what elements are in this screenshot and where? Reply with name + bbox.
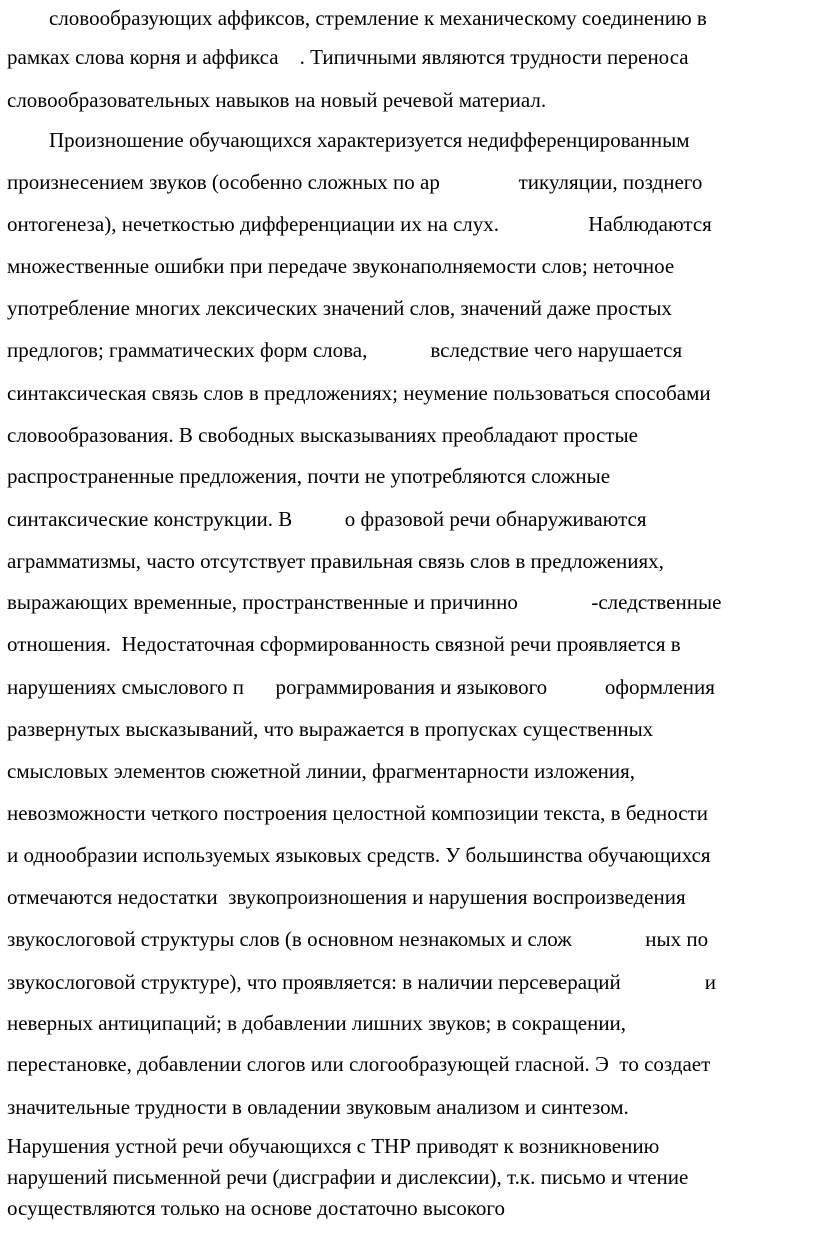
text-line: предлогов; грамматических форм слова, вследствие чего нарушается xyxy=(7,338,683,362)
text-line: нарушениях смыслового п рограммирования и языкового оформления xyxy=(7,675,715,699)
text-line: развернутых высказываний, что выражается в пропусках существенных xyxy=(7,717,654,741)
text-line: множественные ошибки при передаче звуконаполняемости слов; неточное xyxy=(7,254,675,278)
text-line: онтогенеза), нечеткостью дифференциации их на слух. Наблюдаются xyxy=(7,212,712,236)
text-line: аграмматизмы, часто отсутствует правильная связь слов в предложениях, xyxy=(7,549,664,573)
text-line: Произношение обучающихся характеризуется недифференцированным xyxy=(7,128,690,152)
text-line: произнесением звуков (особенно сложных по ар тикуляции, позднего xyxy=(7,170,703,194)
text-line: и однообразии используемых языковых средств. У большинства обучающихся xyxy=(7,843,711,867)
text-line: перестановке, добавлении слогов или слогообразующей гласной. Э то создает xyxy=(7,1052,711,1076)
text-line: звукослоговой структуры слов (в основном незнакомых и слож ных по xyxy=(7,927,709,951)
text-line: распространенные предложения, почти не употребляются сложные xyxy=(7,464,611,488)
text-line: смысловых элементов сюжетной линии, фрагментарности изложения, xyxy=(7,759,636,783)
text-line: рамках слова корня и аффикса . Типичными являются трудности переноса xyxy=(7,45,689,69)
text-line: словообразования. В свободных высказываниях преобладают простые xyxy=(7,423,638,447)
text-line: звукослоговой структуре), что проявляется: в наличии персевераций и xyxy=(7,970,716,994)
text-line: значительные трудности в овладении звуковым анализом и синтезом. xyxy=(7,1095,629,1119)
text-line: словообразовательных навыков на новый речевой материал. xyxy=(7,88,547,112)
text-line: отмечаются недостатки звукопроизношения и нарушения воспроизведения xyxy=(7,885,686,909)
text-line: Нарушения устной речи обучающихся с ТНР приводят к возникновению xyxy=(7,1134,660,1158)
text-line: употребление многих лексических значений слов, значений даже простых xyxy=(7,296,672,320)
text-line: отношения. Недостаточная сформированность связной речи проявляется в xyxy=(7,632,681,656)
text-line: выражающих временные, пространственные и причинно -следственные xyxy=(7,590,722,614)
text-line: осуществляются только на основе достаточно высокого xyxy=(7,1196,505,1220)
text-line: словообразующих аффиксов, стремление к механическому соединению в xyxy=(7,6,707,30)
text-line: невозможности четкого построения целостной композиции текста, в бедности xyxy=(7,801,708,825)
text-line: нарушений письменной речи (дисграфии и дислексии), т.к. письмо и чтение xyxy=(7,1165,689,1189)
text-line: синтаксическая связь слов в предложениях; неумение пользоваться способами xyxy=(7,381,711,405)
text-line: неверных антиципаций; в добавлении лишних звуков; в сокращении, xyxy=(7,1011,627,1035)
text-line: синтаксические конструкции. В о фразовой речи обнаруживаются xyxy=(7,507,647,531)
